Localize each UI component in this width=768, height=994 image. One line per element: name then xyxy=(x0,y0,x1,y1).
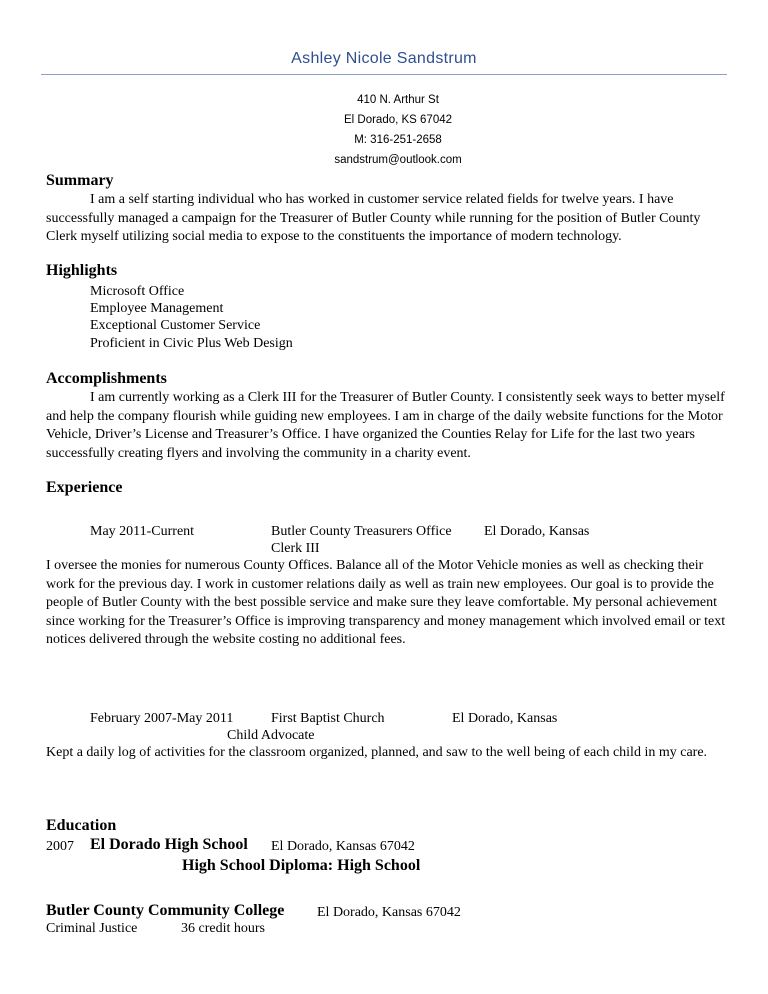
summary-text: I am a self starting individual who has worked in customer service related fields for twelve years. I have successfully managed a campaign for the Treasurer of Butler County while running for the position of Butler County Clerk myself utilizing social media to expose to the constituents the importance of modern technology. xyxy=(46,192,701,244)
job-dates: February 2007-May 2011 xyxy=(90,711,234,726)
job-location: El Dorado, Kansas xyxy=(484,524,590,539)
job-location: El Dorado, Kansas xyxy=(452,711,558,726)
school-name: El Dorado High School xyxy=(90,836,248,853)
address-line-2: El Dorado, KS 67042 xyxy=(343,114,453,126)
resume-name: Ashley Nicole Sandstrum xyxy=(291,50,477,67)
header-divider xyxy=(41,74,727,75)
job-employer: Butler County Treasurers Office xyxy=(271,524,452,539)
contact-block xyxy=(268,90,528,170)
job-description: I oversee the monies for numerous County Offices. Balance all of the Motor Vehicle monies as well as checking their work for the previous day. I work in customer relations daily as well as train new employees. Our goal is to provide the people of Butler County with the best possible service and make sure they leave comfortable. My personal achievement since working for the Treasurer’s Office is improving transparency and money management which involved email or text notices delivered through the website costing no additional fees. xyxy=(46,558,726,647)
highlight-item: Employee Management xyxy=(90,301,224,316)
accomplishments-heading: Accomplishments xyxy=(46,370,167,387)
summary-heading: Summary xyxy=(46,172,114,189)
education-year: 2007 xyxy=(46,839,74,854)
school-name: Butler County Community College xyxy=(46,902,285,919)
highlight-item: Proficient in Civic Plus Web Design xyxy=(90,336,293,351)
accomplishments-text: I am currently working as a Clerk III for the Treasurer of Butler County. I consistently seek ways to better myself and help the company flourish while guiding new employees. I am in charge of the daily website functions for the Motor Vehicle, Driver’s License and Treasurer’s Office. I have organized the Counties Relay for Life for the last two years successfully creating flyers and involving the community in a charity event. xyxy=(46,390,725,461)
job-description: Kept a daily log of activities for the classroom organized, planned, and saw to the well being of each child in my care. xyxy=(46,745,708,760)
address-line-1: 410 N. Arthur St xyxy=(357,94,439,106)
diploma: High School Diploma: High School xyxy=(182,857,421,874)
job-title: Child Advocate xyxy=(227,728,315,743)
job-title: Clerk III xyxy=(271,541,320,556)
phone-number: M: 316-251-2658 xyxy=(354,134,442,146)
highlight-item: Microsoft Office xyxy=(90,284,185,299)
school-location: El Dorado, Kansas 67042 xyxy=(317,905,461,920)
job-employer: First Baptist Church xyxy=(271,711,385,726)
credit-hours: 36 credit hours xyxy=(181,921,265,936)
education-heading: Education xyxy=(46,817,117,834)
school-location: El Dorado, Kansas 67042 xyxy=(271,839,415,854)
highlight-item: Exceptional Customer Service xyxy=(90,318,261,333)
experience-heading: Experience xyxy=(46,479,123,496)
highlights-heading: Highlights xyxy=(46,262,118,279)
field-of-study: Criminal Justice xyxy=(46,921,138,936)
job-dates: May 2011-Current xyxy=(90,524,195,539)
email-address: sandstrum@outlook.com xyxy=(334,154,462,166)
